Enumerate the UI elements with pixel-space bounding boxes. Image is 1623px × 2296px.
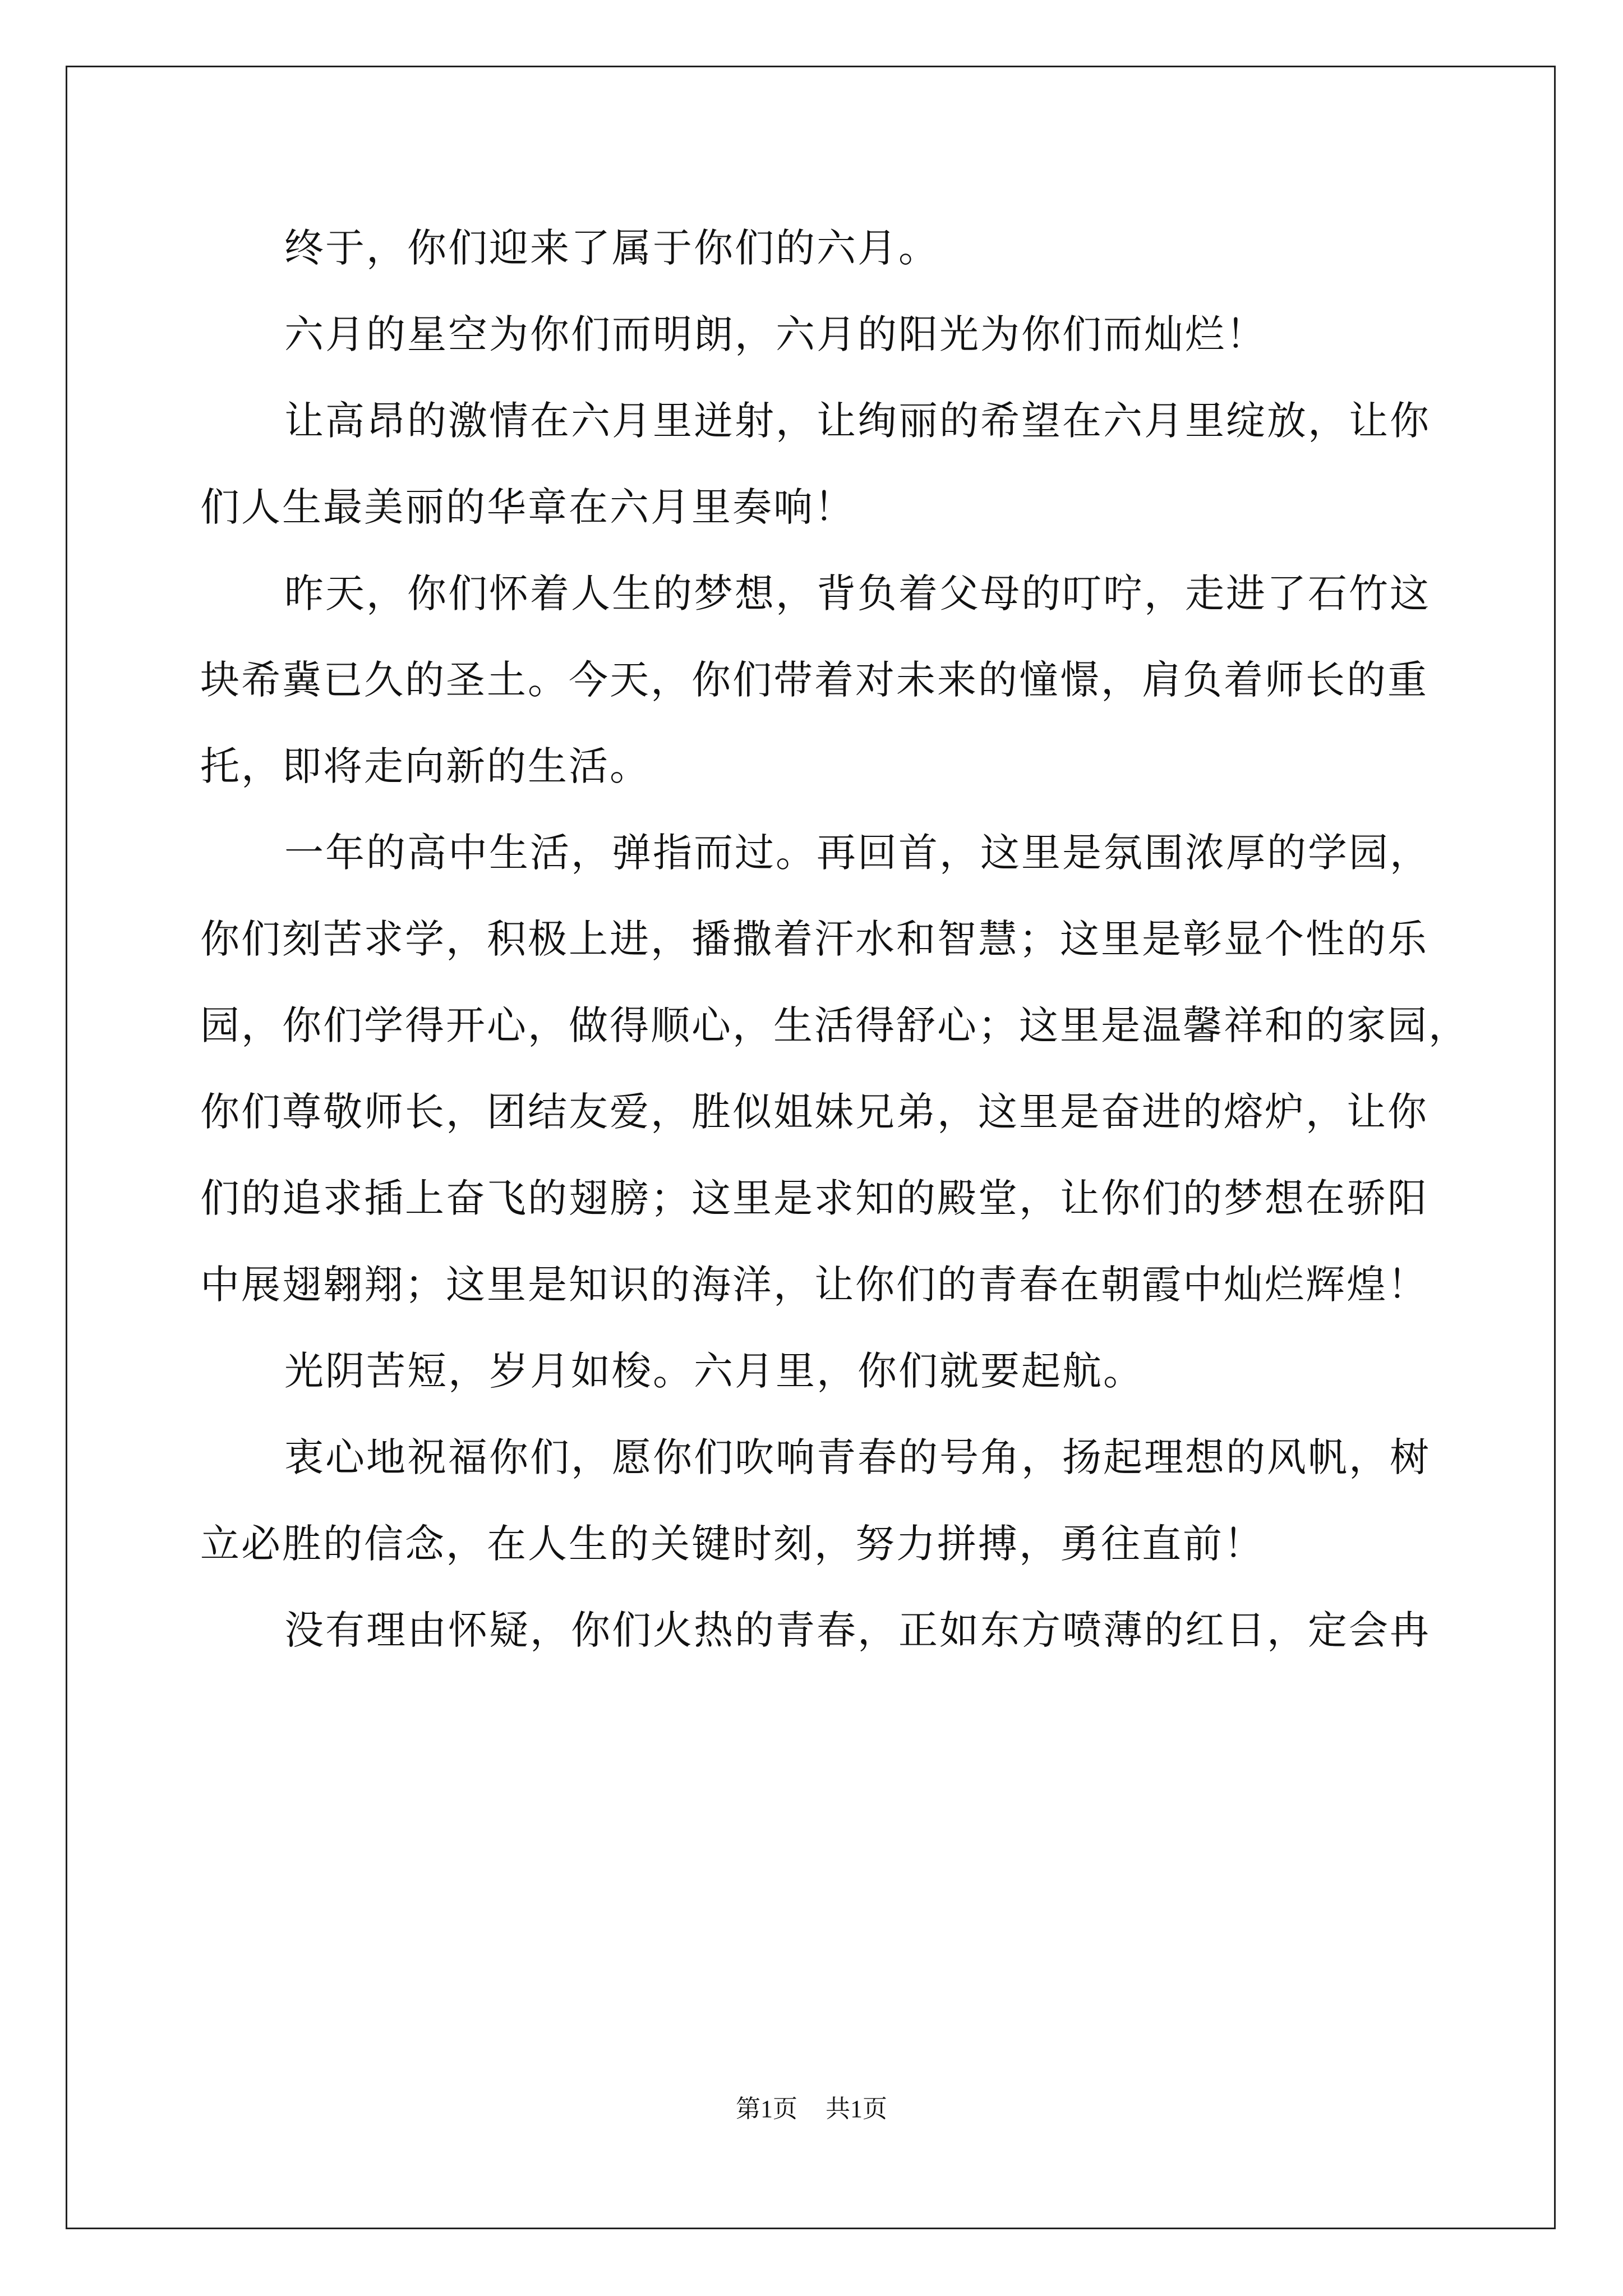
text-line: 一年的高中生活，弹指而过。再回首，这里是氛围浓厚的学园， <box>284 830 1431 876</box>
text-line: 中展翅翱翔；这里是知识的海洋，让你们的青春在朝霞中灿烂辉煌！ <box>200 1262 1428 1308</box>
text-line: 们人生最美丽的华章在六月里奏响！ <box>200 484 855 530</box>
text-line: 没有理由怀疑，你们火热的青春，正如东方喷薄的红日，定会冉 <box>284 1607 1431 1653</box>
page-number: 第1页 <box>736 2095 797 2123</box>
text-line: 终于，你们迎来了属于你们的六月。 <box>284 225 939 271</box>
text-line: 让高昂的激情在六月里迸射，让绚丽的希望在六月里绽放，让你 <box>284 398 1431 444</box>
page-footer <box>0 2092 1623 2126</box>
text-line: 衷心地祝福你们，愿你们吹响青春的号角，扬起理想的风帆，树 <box>284 1434 1431 1480</box>
text-line: 托，即将走向新的生活。 <box>200 743 651 789</box>
text-line: 昨天，你们怀着人生的梦想，背负着父母的叮咛，走进了石竹这 <box>284 570 1431 616</box>
text-line: 六月的星空为你们而明朗，六月的阳光为你们而灿烂！ <box>284 311 1267 357</box>
text-line: 光阴苦短，岁月如梭。六月里，你们就要起航。 <box>284 1348 1144 1394</box>
text-line: 们的追求插上奋飞的翅膀；这里是求知的殿堂，让你们的梦想在骄阳 <box>200 1175 1428 1221</box>
document-body <box>200 205 1469 1673</box>
text-line: 立必胜的信念，在人生的关键时刻，努力拼搏，勇往直前！ <box>200 1521 1265 1567</box>
page-total: 共1页 <box>826 2095 887 2123</box>
text-line: 你们刻苦求学，积极上进，播撒着汗水和智慧；这里是彰显个性的乐 <box>200 916 1428 962</box>
text-line: 你们尊敬师长，团结友爱，胜似姐妹兄弟，这里是奋进的熔炉，让你 <box>200 1089 1428 1135</box>
text-line: 园，你们学得开心，做得顺心，生活得舒心；这里是温馨祥和的家园， <box>200 1002 1469 1048</box>
text-line: 块希冀已久的圣土。今天，你们带着对未来的憧憬，肩负着师长的重 <box>200 657 1428 703</box>
